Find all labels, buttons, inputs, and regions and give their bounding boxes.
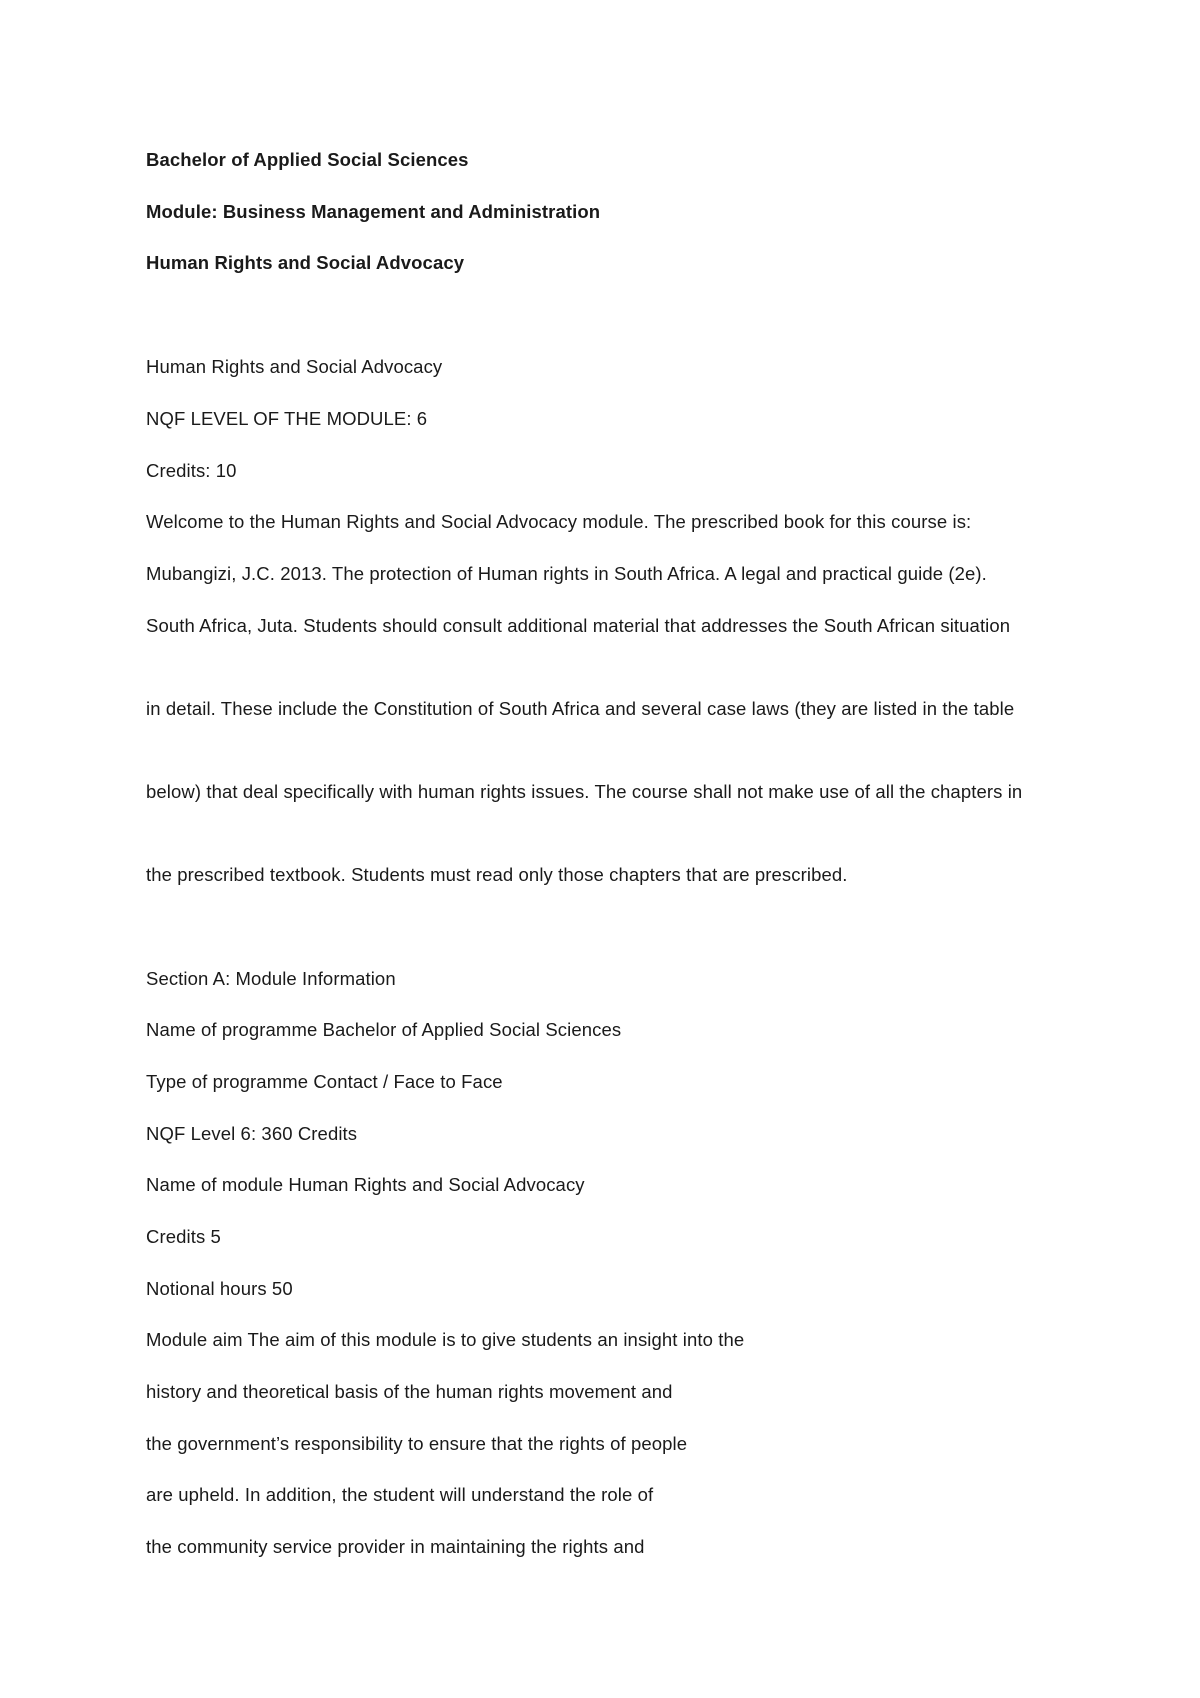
module-aim-line: Module aim The aim of this module is to give students an insight into the: [146, 1329, 745, 1350]
module-credits: Credits 5: [146, 1226, 221, 1247]
module-aim-line: the community service provider in maintaining the rights and: [146, 1536, 645, 1557]
module-name: Name of module Human Rights and Social Advocacy: [146, 1174, 585, 1195]
intro-reference: Mubangizi, J.C. 2013. The protection of Human rights in South Africa. A legal and practical guide (2e).: [146, 563, 987, 584]
intro-nqf-level: NQF LEVEL OF THE MODULE: 6: [146, 408, 428, 429]
module-aim-line: are upheld. In addition, the student will understand the role of: [146, 1484, 654, 1505]
module-aim-line: history and theoretical basis of the human rights movement and: [146, 1381, 673, 1402]
section-a-title: Section A: Module Information: [146, 968, 396, 989]
intro-paragraph-2: in detail. These include the Constitution of South Africa and several case laws (they are listed in the table: [146, 698, 1015, 719]
intro-title: Human Rights and Social Advocacy: [146, 356, 443, 377]
nqf-level: NQF Level 6: 360 Credits: [146, 1123, 358, 1144]
intro-credits: Credits: 10: [146, 460, 237, 481]
heading-module: Module: Business Management and Administration: [146, 201, 601, 222]
heading-subject: Human Rights and Social Advocacy: [146, 252, 465, 273]
module-aim-line: the government’s responsibility to ensure that the rights of people: [146, 1433, 688, 1454]
intro-paragraph-3: below) that deal specifically with human rights issues. The course shall not make use of all the chapters in: [146, 781, 1023, 802]
heading-qualification: Bachelor of Applied Social Sciences: [146, 149, 469, 170]
programme-type: Type of programme Contact / Face to Face: [146, 1071, 503, 1092]
intro-welcome: Welcome to the Human Rights and Social Advocacy module. The prescribed book for this course is:: [146, 511, 972, 532]
programme-name: Name of programme Bachelor of Applied Social Sciences: [146, 1019, 622, 1040]
notional-hours: Notional hours 50: [146, 1278, 293, 1299]
intro-paragraph-4: the prescribed textbook. Students must read only those chapters that are prescribed.: [146, 864, 848, 885]
intro-paragraph-1: South Africa, Juta. Students should consult additional material that addresses the South African situation: [146, 615, 1011, 636]
